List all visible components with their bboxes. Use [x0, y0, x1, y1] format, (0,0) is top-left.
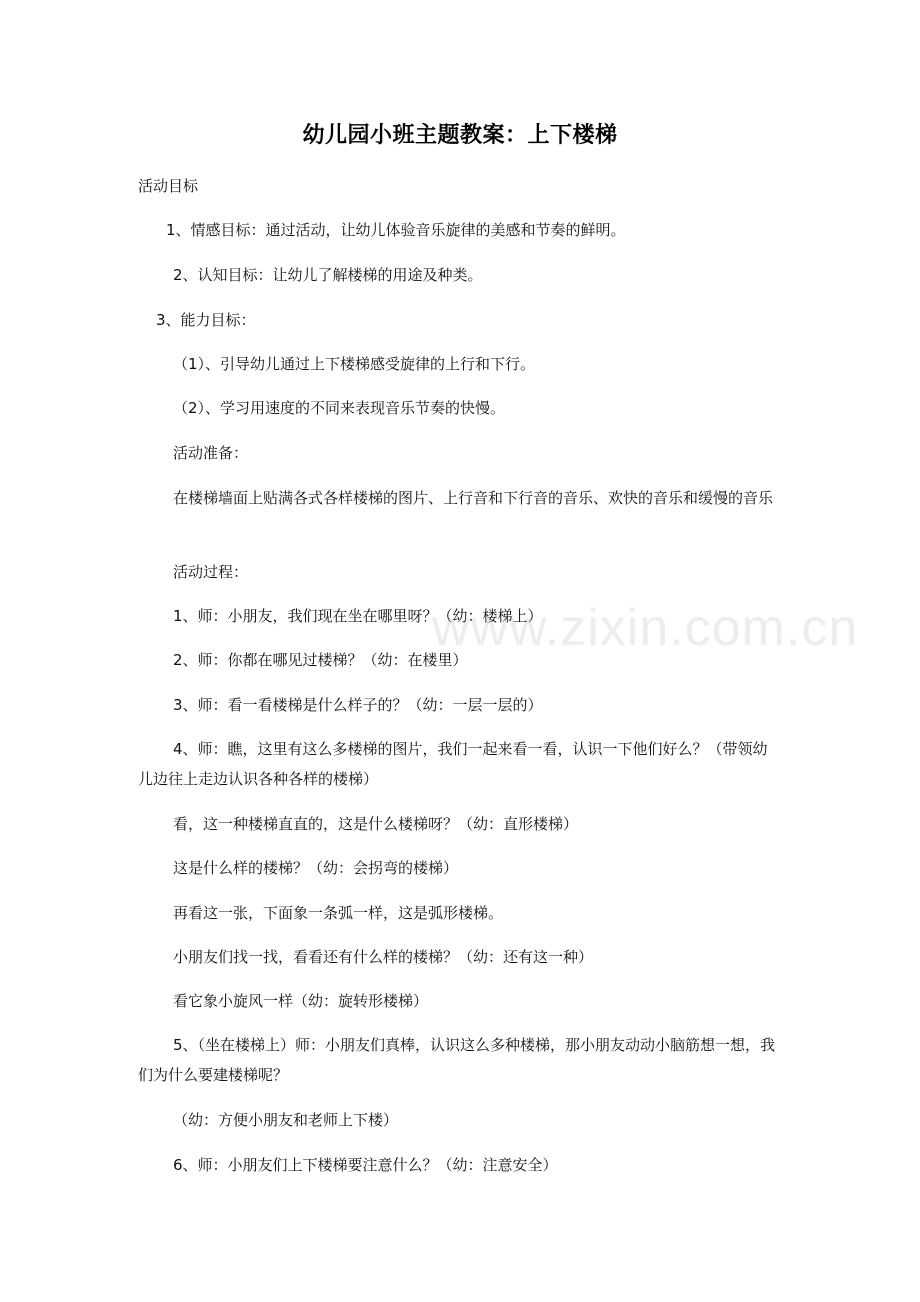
paragraph: （幼：方便小朋友和老师上下楼）: [173, 1111, 399, 1129]
watermark: www.zixin.com.cn: [432, 599, 859, 657]
paragraph: 看它象小旋风一样（幼：旋转形楼梯）: [173, 992, 429, 1010]
paragraph: 5、（坐在楼梯上）师：小朋友们真棒，认识这么多种楼梯，那小朋友动动小脑筋想一想，我们为什么要建楼梯呢？: [138, 1036, 776, 1084]
paragraph: 3、师：看一看楼梯是什么样子的？（幼：一层一层的）: [173, 696, 543, 714]
paragraph: 4、师：瞧，这里有这么多楼梯的图片，我们一起来看一看，认识一下他们好么？（带领幼儿边往上走边认识各种各样的楼梯）: [138, 740, 768, 788]
section-heading-goals: 活动目标: [138, 177, 199, 195]
paragraph: 小朋友们找一找，看看还有什么样的楼梯？（幼：还有这一种）: [173, 948, 594, 966]
paragraph: 这是什么样的楼梯？（幼：会拐弯的楼梯）: [173, 859, 459, 877]
paragraph: 1、情感目标：通过活动，让幼儿体验音乐旋律的美感和节奏的鲜明。: [166, 221, 626, 239]
paragraph: 再看这一张，下面象一条弧一样，这是弧形楼梯。: [173, 904, 504, 922]
paragraph: 看，这一种楼梯直直的，这是什么楼梯呀？（幼：直形楼梯）: [173, 815, 579, 833]
paragraph: （1）、引导幼儿通过上下楼梯感受旋律的上行和下行。: [173, 355, 536, 373]
paragraph: 3、能力目标：: [156, 311, 256, 329]
paragraph: 1、师：小朋友，我们现在坐在哪里呀？（幼：楼梯上）: [173, 607, 543, 625]
paragraph: 6、师：小朋友们上下楼梯要注意什么？（幼：注意安全）: [173, 1156, 558, 1174]
document-title: 幼儿园小班主题教案：上下楼梯: [302, 123, 618, 148]
section-heading-process: 活动过程：: [173, 563, 249, 581]
section-heading-preparation: 活动准备：: [173, 444, 249, 462]
paragraph: （2）、学习用速度的不同来表现音乐节奏的快慢。: [173, 399, 506, 417]
paragraph: 在楼梯墙面上贴满各式各样楼梯的图片、上行音和下行音的音乐、欢快的音乐和缓慢的音乐: [173, 489, 774, 507]
paragraph: 2、师：你都在哪见过楼梯？（幼：在楼里）: [173, 651, 468, 669]
paragraph: 2、认知目标：让幼儿了解楼梯的用途及种类。: [173, 266, 483, 284]
